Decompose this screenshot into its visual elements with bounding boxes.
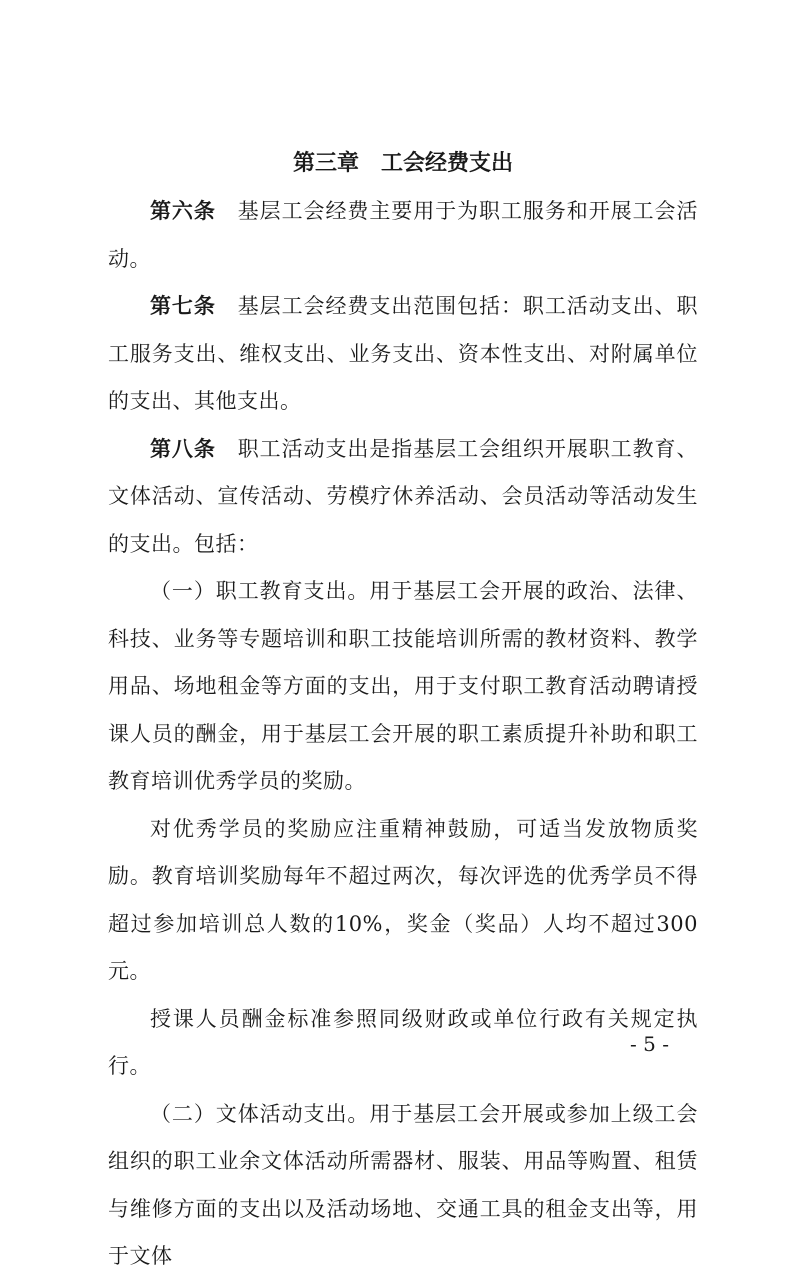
- article-6: [108, 188, 698, 283]
- article-6-label: 第六条: [150, 199, 216, 223]
- document-page: [108, 140, 698, 1281]
- paragraph-education-expenditure: （一）职工教育支出。用于基层工会开展的政治、法律、科技、业务等专题培训和职工技能培训所需的教材资料、教学用品、场地租金等方面的支出，用于支付职工教育活动聘请授课人员的酬金，用于基层工会开展的职工素质提升补助和职工教育培训优秀学员的奖励。: [108, 579, 698, 793]
- article-7-text: 基层工会经费支出范围包括：职工活动支出、职工服务支出、维权支出、业务支出、资本性支出、对附属单位的支出、其他支出。: [108, 294, 698, 413]
- page-number: - 5 -: [630, 1032, 669, 1056]
- article-8-text: 职工活动支出是指基层工会组织开展职工教育、文体活动、宣传活动、劳模疗休养活动、会员活动等活动发生的支出。包括：: [108, 436, 698, 556]
- paragraph-cultural-sports-expenditure: （二）文体活动支出。用于基层工会开展或参加上级工会组织的职工业余文体活动所需器材、服装、用品等购置、租赁与维修方面的支出以及活动场地、交通工具的租金支出等，用于文体: [108, 1101, 698, 1268]
- article-8: [108, 426, 698, 569]
- article-7-label: 第七条: [150, 294, 216, 318]
- article-8-label: 第八条: [150, 436, 216, 461]
- paragraph-student-rewards: 对优秀学员的奖励应注重精神鼓励，可适当发放物质奖励。教育培训奖励每年不超过两次，每次评选的优秀学员不得超过参加培训总人数的10%，奖金（奖品）人均不超过300元。: [108, 816, 698, 983]
- chapter-title: 第三章 工会经费支出: [292, 151, 513, 176]
- article-7: [108, 283, 698, 426]
- article-6-text: 基层工会经费主要用于为职工服务和开展工会活动。: [108, 199, 698, 271]
- paragraph-lecturer-fees: 授课人员酬金标准参照同级财政或单位行政有关规定执行。: [108, 1006, 698, 1078]
